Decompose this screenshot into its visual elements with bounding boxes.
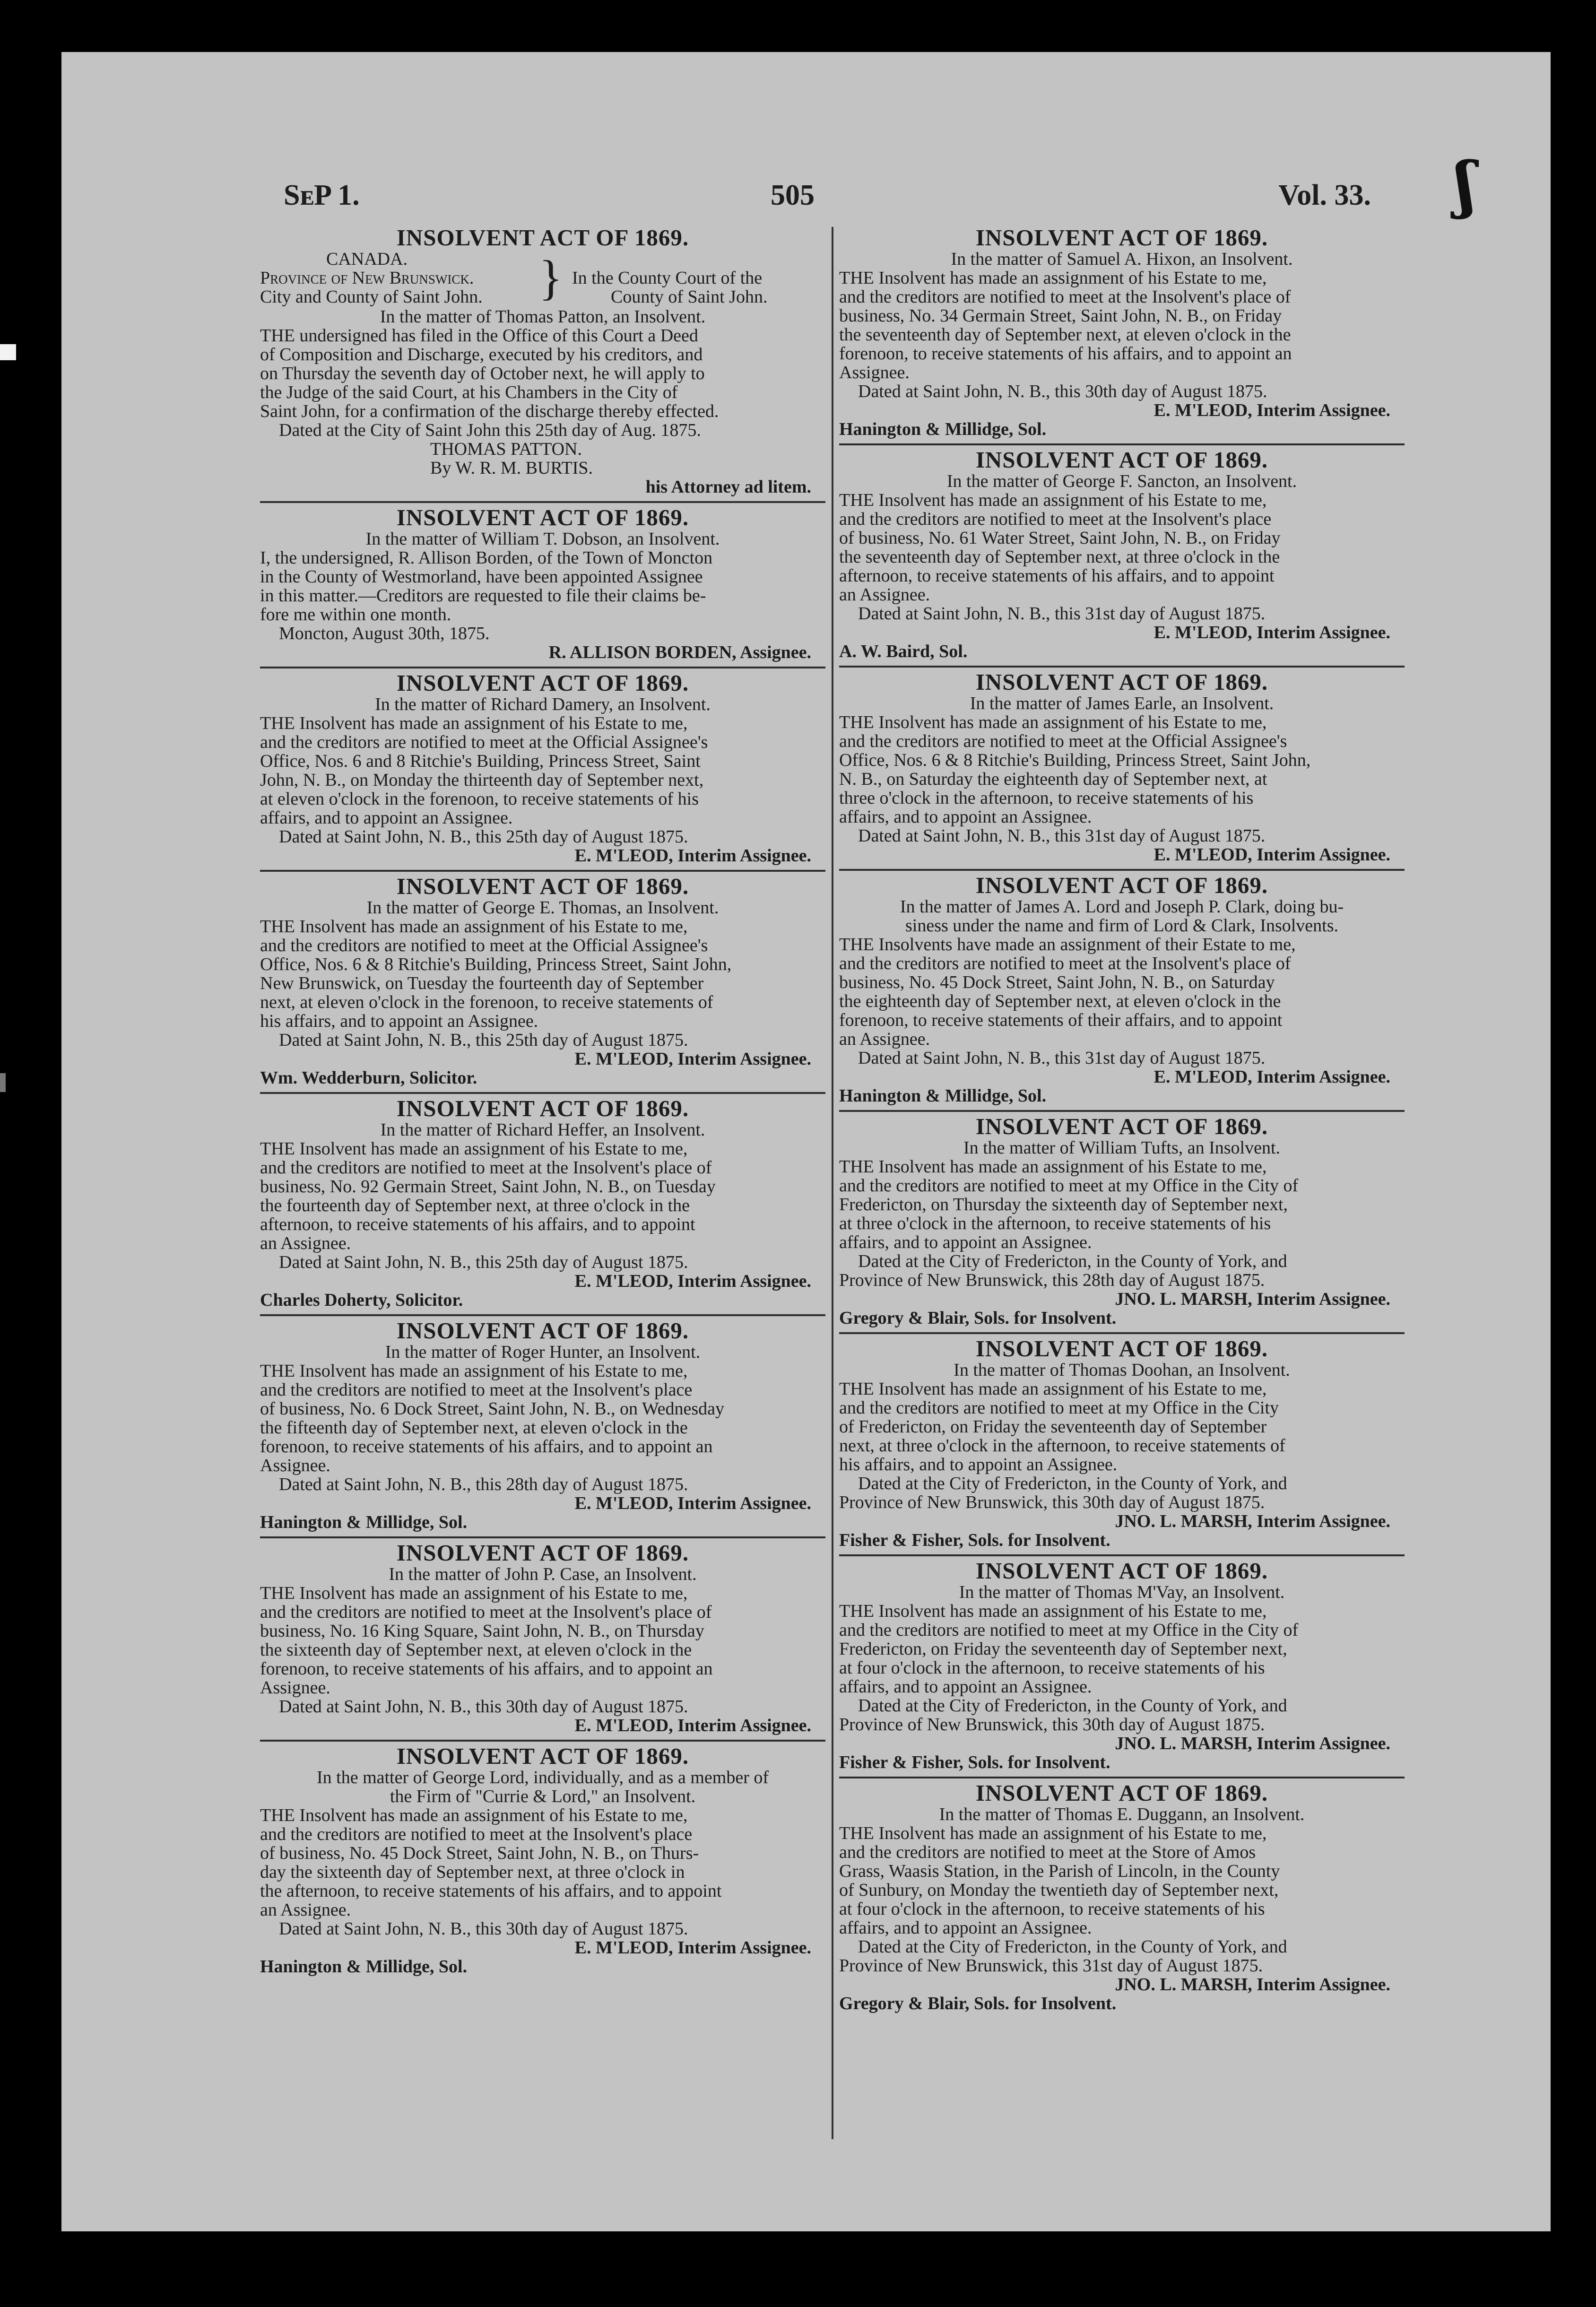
dated-line: Dated at the City of Fredericton, in the County of York, and <box>858 1252 1287 1271</box>
assignee-signature: E. M'LEOD, Interim Assignee. <box>1154 845 1390 864</box>
notice <box>839 443 1405 661</box>
notice-matter-line: In the matter of William Tufts, an Insolvent. <box>963 1138 1281 1157</box>
notice-text-line: and the creditors are notified to meet at my Office in the City of <box>839 1621 1299 1639</box>
notice-text-line: and the creditors are notified to meet at the Store of Amos <box>839 1843 1256 1862</box>
dated-line: Dated at the City of Fredericton, in the County of York, and <box>858 1937 1287 1956</box>
notice-divider <box>260 1740 825 1742</box>
dated-line: Dated at the City of Saint John this 25th day of Aug. 1875. <box>279 421 701 440</box>
notice-text-line: Office, Nos. 6 and 8 Ritchie's Building, Princess Street, Saint <box>260 752 701 771</box>
assignee-signature: E. M'LEOD, Interim Assignee. <box>574 1938 811 1957</box>
court-label: In the County Court of the <box>572 268 763 288</box>
notice-text-line: and the creditors are notified to meet at the Insolvent's place of <box>260 1603 712 1622</box>
notice-text-line: Assignee. <box>839 363 910 382</box>
notice <box>260 1092 825 1310</box>
column-divider <box>832 227 833 2139</box>
notice-text-line: of Sunbury, on Monday the twentieth day of September next, <box>839 1881 1279 1899</box>
signature-name: THOMAS PATTON. <box>430 440 582 459</box>
notice-text-line: and the creditors are notified to meet at the Insolvent's place of <box>260 1158 712 1177</box>
notice-text-line: of Fredericton, on Friday the seventeenth day of September <box>839 1417 1267 1436</box>
notice-title: INSOLVENT ACT OF 1869. <box>975 1113 1268 1139</box>
notice-text-line: fore me within one month. <box>260 605 451 624</box>
notice-text-line: Assignee. <box>260 1456 330 1475</box>
notice-text-line: THE Insolvent has made an assignment of his Estate to me, <box>839 1602 1267 1621</box>
notice-matter-line: siness under the name and firm of Lord & Clark, Insolvents. <box>905 916 1339 935</box>
notice-text-line: THE Insolvent has made an assignment of his Estate to me, <box>839 713 1267 732</box>
notice-text-line: and the creditors are notified to meet at the Insolvent's place of <box>839 954 1291 973</box>
notice <box>839 869 1405 1105</box>
notice-text-line: Province of New Brunswick, this 28th day of August 1875. <box>839 1271 1265 1290</box>
notice-title: INSOLVENT ACT OF 1869. <box>396 1318 689 1344</box>
assignee-signature: JNO. L. MARSH, Interim Assignee. <box>1115 1512 1390 1531</box>
notice-text-line: Fredericton, on Thursday the sixteenth day of September next, <box>839 1195 1288 1214</box>
right-column <box>839 226 1405 2018</box>
notice <box>839 1332 1405 1550</box>
notice-text-line: in the County of Westmorland, have been appointed Assignee <box>260 567 703 586</box>
notice-text-line: THE Insolvent has made an assignment of his Estate to me, <box>839 1379 1267 1398</box>
notice-text-line: John, N. B., on Monday the thirteenth day of September next, <box>260 771 704 789</box>
assignee-signature: JNO. L. MARSH, Interim Assignee. <box>1115 1975 1390 1994</box>
volume-number: Vol. 33. <box>1278 179 1371 211</box>
notice-text-line: affairs, and to appoint an Assignee. <box>839 1918 1092 1937</box>
notice-matter-line: In the matter of Samuel A. Hixon, an Insolvent. <box>951 250 1293 269</box>
notice-title: INSOLVENT ACT OF 1869. <box>975 225 1268 251</box>
notice <box>260 1536 825 1735</box>
scanner-edge-mark <box>0 1073 6 1092</box>
notice-matter-line: In the matter of George E. Thomas, an Insolvent. <box>366 898 719 917</box>
notice-title: INSOLVENT ACT OF 1869. <box>975 872 1268 898</box>
notice <box>839 1110 1405 1327</box>
notice-text-line: Office, Nos. 6 & 8 Ritchie's Building, Princess Street, Saint John, <box>260 955 732 974</box>
notice-text-line: at three o'clock in the afternoon, to receive statements of his <box>839 1214 1271 1233</box>
notice-title: INSOLVENT ACT OF 1869. <box>975 1336 1268 1362</box>
notice-text-line: at four o'clock in the afternoon, to receive statements of his <box>839 1658 1265 1677</box>
solicitor-line: Wm. Wedderburn, Solicitor. <box>260 1068 477 1087</box>
solicitor-line: Hanington & Millidge, Sol. <box>839 1086 1047 1105</box>
notice-divider <box>260 667 825 668</box>
notice-text-line: Saint John, for a confirmation of the discharge thereby effected. <box>260 402 719 421</box>
notice-text-line: THE Insolvents have made an assignment of their Estate to me, <box>839 935 1296 954</box>
notice <box>839 226 1405 439</box>
assignee-signature: E. M'LEOD, Interim Assignee. <box>574 1494 811 1513</box>
notice-text-line: affairs, and to appoint an Assignee. <box>260 808 513 827</box>
notice-text-line: Province of New Brunswick, this 30th day of August 1875. <box>839 1715 1265 1734</box>
notice-text-line: the seventeenth day of September next, at eleven o'clock in the <box>839 325 1291 344</box>
notice <box>260 870 825 1087</box>
notice-text-line: Assignee. <box>260 1678 330 1697</box>
notice-text-line: and the creditors are notified to meet at my Office in the City <box>839 1398 1279 1417</box>
solicitor-line: Fisher & Fisher, Sols. for Insolvent. <box>839 1753 1110 1772</box>
notice-matter-line: In the matter of Richard Heffer, an Insolvent. <box>380 1120 705 1139</box>
notice-text-line: THE Insolvent has made an assignment of his Estate to me, <box>260 1139 688 1158</box>
assignee-signature: E. M'LEOD, Interim Assignee. <box>574 1272 811 1291</box>
notice <box>839 666 1405 864</box>
notice-text-line: business, No. 34 Germain Street, Saint John, N. B., on Friday <box>839 306 1282 325</box>
notice-text-line: day the sixteenth day of September next, at three o'clock in <box>260 1863 685 1882</box>
notice-text-line: affairs, and to appoint an Assignee. <box>839 807 1092 826</box>
notice-text-line: and the creditors are notified to meet at the Official Assignee's <box>839 732 1287 751</box>
notice-divider <box>839 443 1405 445</box>
notice-text-line: the seventeenth day of September next, at three o'clock in the <box>839 547 1280 566</box>
dated-line: Dated at Saint John, N. B., this 28th day of August 1875. <box>279 1475 688 1494</box>
notice-matter-line: In the matter of John P. Case, an Insolvent. <box>389 1565 697 1584</box>
notice-text-line: THE Insolvent has made an assignment of his Estate to me, <box>260 1362 688 1380</box>
notice-matter-line: In the matter of Thomas Doohan, an Insolvent. <box>954 1361 1290 1379</box>
notice-text-line: the eighteenth day of September next, at eleven o'clock in the <box>839 992 1281 1011</box>
notice-text-line: next, at eleven o'clock in the forenoon, to receive statements of <box>260 993 713 1012</box>
dated-line: Dated at Saint John, N. B., this 31st day of August 1875. <box>858 1049 1266 1067</box>
notice-title: INSOLVENT ACT OF 1869. <box>396 1095 689 1121</box>
notice-title: INSOLVENT ACT OF 1869. <box>975 1558 1268 1584</box>
dated-line: Dated at Saint John, N. B., this 30th day of August 1875. <box>279 1919 688 1938</box>
notice-text-line: the afternoon, to receive statements of his affairs, and to appoint <box>260 1882 722 1900</box>
corner-mark: ʃ <box>1455 148 1476 220</box>
notice-text-line: an Assignee. <box>839 1030 930 1049</box>
notice-text-line: on Thursday the seventh day of October next, he will apply to <box>260 364 705 383</box>
notice-divider <box>839 1777 1405 1778</box>
notice-text-line: THE Insolvent has made an assignment of his Estate to me, <box>839 491 1267 510</box>
notice-text-line: business, No. 92 Germain Street, Saint John, N. B., on Tuesday <box>260 1177 716 1196</box>
country-label: CANADA. <box>326 249 408 269</box>
province-label: Province of New Brunswick. <box>260 268 474 288</box>
notice-matter-line: In the matter of George F. Sancton, an Insolvent. <box>946 472 1297 491</box>
notice-divider <box>839 869 1405 871</box>
dated-line: Dated at the City of Fredericton, in the County of York, and <box>858 1696 1287 1715</box>
notice-title: INSOLVENT ACT OF 1869. <box>975 1780 1268 1806</box>
notice-text-line: THE Insolvent has made an assignment of his Estate to me, <box>260 917 688 936</box>
notice-divider <box>260 1536 825 1538</box>
notice <box>839 1554 1405 1772</box>
notice-text-line: business, No. 16 King Square, Saint John, N. B., on Thursday <box>260 1622 704 1640</box>
notice-title: INSOLVENT ACT OF 1869. <box>396 873 689 899</box>
notice-text-line: THE undersigned has filed in the Office of this Court a Deed <box>260 326 698 345</box>
notice-text-line: the fourteenth day of September next, at three o'clock in the <box>260 1196 690 1215</box>
notice-text-line: Office, Nos. 6 & 8 Ritchie's Building, Princess Street, Saint John, <box>839 751 1311 770</box>
notice-text-line: an Assignee. <box>260 1900 351 1919</box>
notice-text-line: in this matter.—Creditors are requested to file their claims be- <box>260 586 706 605</box>
assignee-signature: E. M'LEOD, Interim Assignee. <box>1154 1067 1390 1086</box>
notice-text-line: forenoon, to receive statements of his affairs, and to appoint an <box>260 1659 713 1678</box>
notice-matter-line: the Firm of "Currie & Lord," an Insolvent. <box>390 1787 696 1806</box>
notice-text-line: at four o'clock in the afternoon, to receive statements of his <box>839 1899 1265 1918</box>
notice-text-line: of business, No. 6 Dock Street, Saint John, N. B., on Wednesday <box>260 1399 725 1418</box>
notice-text-line: and the creditors are notified to meet at the Official Assignee's <box>260 936 708 955</box>
court-caption <box>260 250 825 307</box>
notice-text-line: Province of New Brunswick, this 31st day of August 1875. <box>839 1956 1263 1975</box>
dated-line: Dated at Saint John, N. B., this 30th day of August 1875. <box>279 1697 688 1716</box>
brace-glyph: } <box>539 251 563 305</box>
notice-text-line: of business, No. 45 Dock Street, Saint John, N. B., on Thurs- <box>260 1844 699 1863</box>
notice-text-line: an Assignee. <box>839 585 930 604</box>
notice-text-line: and the creditors are notified to meet at the Insolvent's place of <box>839 287 1291 306</box>
solicitor-line: Fisher & Fisher, Sols. for Insolvent. <box>839 1531 1110 1550</box>
solicitor-line: A. W. Baird, Sol. <box>839 642 968 661</box>
notice-matter-line: In the matter of Thomas E. Duggann, an Insolvent. <box>939 1805 1305 1824</box>
dated-line: Dated at Saint John, N. B., this 31st day of August 1875. <box>858 604 1266 623</box>
notice-text-line: of Composition and Discharge, executed by his creditors, and <box>260 345 703 364</box>
notice-matter-line: In the matter of William T. Dobson, an Insolvent. <box>365 529 720 548</box>
assignee-signature: E. M'LEOD, Interim Assignee. <box>574 1716 811 1735</box>
notice-text-line: the fifteenth day of September next, at eleven o'clock in the <box>260 1418 688 1437</box>
notice-text-line: forenoon, to receive statements of his affairs, and to appoint an <box>260 1437 713 1456</box>
notice-text-line: afternoon, to receive statements of his affairs, and to appoint <box>260 1215 695 1234</box>
notice-matter-line: In the matter of Roger Hunter, an Insolvent. <box>385 1343 701 1362</box>
notice-divider <box>260 1314 825 1316</box>
assignee-signature: E. M'LEOD, Interim Assignee. <box>574 1049 811 1068</box>
notice-text-line: of business, No. 61 Water Street, Saint John, N. B., on Friday <box>839 529 1281 547</box>
notice-title: INSOLVENT ACT OF 1869. <box>975 447 1268 473</box>
attorney-line: By W. R. M. BURTIS. <box>430 459 593 477</box>
notice-text-line: THE Insolvent has made an assignment of his Estate to me, <box>260 1584 688 1603</box>
notice-text-line: THE Insolvent has made an assignment of his Estate to me, <box>260 714 688 733</box>
notice-text-line: N. B., on Saturday the eighteenth day of September next, at <box>839 770 1267 789</box>
notice-divider <box>260 870 825 872</box>
notice-text-line: Province of New Brunswick, this 30th day of August 1875. <box>839 1493 1265 1512</box>
notice-text-line: THE Insolvent has made an assignment of his Estate to me, <box>839 1824 1267 1843</box>
header-date: SᴇP 1. <box>284 179 360 211</box>
notice-divider <box>260 501 825 503</box>
notice-text-line: and the creditors are notified to meet at the Insolvent's place <box>839 510 1272 529</box>
solicitor-line: Hanington & Millidge, Sol. <box>839 420 1047 439</box>
solicitor-line: Hanington & Millidge, Sol. <box>260 1957 468 1976</box>
notice-text-line: an Assignee. <box>260 1234 351 1253</box>
solicitor-line: Hanington & Millidge, Sol. <box>260 1513 468 1532</box>
page-header <box>284 179 1371 231</box>
assignee-signature: R. ALLISON BORDEN, Assignee. <box>548 643 811 662</box>
dated-line: Moncton, August 30th, 1875. <box>279 624 490 643</box>
notice-matter-line: In the matter of George Lord, individually, and as a member of <box>316 1768 769 1787</box>
notice-text-line: and the creditors are notified to meet at the Insolvent's place <box>260 1825 693 1844</box>
notice-title: INSOLVENT ACT OF 1869. <box>396 225 689 251</box>
notice-text-line: THE Insolvent has made an assignment of his Estate to me, <box>260 1806 688 1825</box>
notice <box>260 226 825 496</box>
dated-line: Dated at Saint John, N. B., this 25th day of August 1875. <box>279 1031 688 1049</box>
assignee-signature: JNO. L. MARSH, Interim Assignee. <box>1115 1290 1390 1309</box>
notice-text-line: forenoon, to receive statements of their affairs, and to appoint <box>839 1011 1283 1030</box>
city-label: City and County of Saint John. <box>260 287 483 307</box>
notice-matter-line: In the matter of James A. Lord and Joseph P. Clark, doing bu- <box>900 897 1344 916</box>
dated-line: Dated at Saint John, N. B., this 31st day of August 1875. <box>858 826 1266 845</box>
notice-text-line: forenoon, to receive statements of his affairs, and to appoint an <box>839 344 1292 363</box>
dated-line: Dated at Saint John, N. B., this 25th day of August 1875. <box>279 827 688 846</box>
notice <box>260 667 825 865</box>
notice-text-line: Fredericton, on Friday the seventeenth day of September next, <box>839 1639 1287 1658</box>
notice-matter-line: In the matter of Thomas M'Vay, an Insolvent. <box>959 1583 1285 1602</box>
notice-text-line: affairs, and to appoint an Assignee. <box>839 1233 1092 1252</box>
assignee-signature: E. M'LEOD, Interim Assignee. <box>1154 401 1390 420</box>
notice-divider <box>839 1110 1405 1112</box>
notice-title: INSOLVENT ACT OF 1869. <box>396 670 689 696</box>
assignee-signature: JNO. L. MARSH, Interim Assignee. <box>1115 1734 1390 1753</box>
notice-divider <box>839 1332 1405 1334</box>
notice-text-line: three o'clock in the afternoon, to receive statements of his <box>839 789 1254 807</box>
notice-text-line: the sixteenth day of September next, at eleven o'clock in the <box>260 1640 692 1659</box>
notice <box>260 501 825 662</box>
solicitor-line: Gregory & Blair, Sols. for Insolvent. <box>839 1994 1117 2013</box>
notice <box>260 1740 825 1976</box>
notice-text-line: his affairs, and to appoint an Assignee. <box>260 1012 538 1031</box>
dated-line: Dated at Saint John, N. B., this 30th day of August 1875. <box>858 382 1267 401</box>
notice-text-line: at eleven o'clock in the forenoon, to receive statements of his <box>260 789 699 808</box>
assignee-signature: his Attorney ad litem. <box>645 477 811 496</box>
notice-matter-line: In the matter of Thomas Patton, an Insolvent. <box>380 307 706 326</box>
notice-text-line: affairs, and to appoint an Assignee. <box>839 1677 1092 1696</box>
notice-text-line: afternoon, to receive statements of his affairs, and to appoint <box>839 566 1275 585</box>
notice-text-line: his affairs, and to appoint an Assignee. <box>839 1455 1118 1474</box>
dated-line: Dated at the City of Fredericton, in the County of York, and <box>858 1474 1287 1493</box>
notice-text-line: THE Insolvent has made an assignment of his Estate to me, <box>839 1157 1267 1176</box>
scanner-edge-tab <box>0 344 16 360</box>
notice <box>260 1314 825 1532</box>
notice-text-line: the Judge of the said Court, at his Chambers in the City of <box>260 383 678 402</box>
left-column <box>260 226 825 1981</box>
solicitor-line: Charles Doherty, Solicitor. <box>260 1291 463 1310</box>
notice-text-line: business, No. 45 Dock Street, Saint John, N. B., on Saturday <box>839 973 1275 992</box>
notice-text-line: New Brunswick, on Tuesday the fourteenth day of September <box>260 974 704 993</box>
notice-title: INSOLVENT ACT OF 1869. <box>396 504 689 530</box>
notice-divider <box>260 1092 825 1094</box>
notice-text-line: I, the undersigned, R. Allison Borden, of the Town of Moncton <box>260 548 713 567</box>
notice-matter-line: In the matter of Richard Damery, an Insolvent. <box>375 695 711 714</box>
dated-line: Dated at Saint John, N. B., this 25th day of August 1875. <box>279 1253 688 1272</box>
notice-divider <box>839 666 1405 668</box>
notice-text-line: and the creditors are notified to meet at the Insolvent's place <box>260 1380 693 1399</box>
notice-text-line: Grass, Waasis Station, in the Parish of Lincoln, in the County <box>839 1862 1280 1881</box>
assignee-signature: E. M'LEOD, Interim Assignee. <box>574 846 811 865</box>
notice-text-line: and the creditors are notified to meet at my Office in the City of <box>839 1176 1299 1195</box>
notice-divider <box>839 1554 1405 1556</box>
notice-title: INSOLVENT ACT OF 1869. <box>975 669 1268 695</box>
page-number: 505 <box>771 179 815 211</box>
notice-matter-line: In the matter of James Earle, an Insolvent. <box>970 694 1274 713</box>
notice <box>839 1777 1405 2013</box>
notice-title: INSOLVENT ACT OF 1869. <box>396 1540 689 1566</box>
notice-text-line: next, at three o'clock in the afternoon, to receive statements of <box>839 1436 1285 1455</box>
solicitor-line: Gregory & Blair, Sols. for Insolvent. <box>839 1309 1117 1327</box>
notice-text-line: THE Insolvent has made an assignment of his Estate to me, <box>839 269 1267 287</box>
notice-text-line: and the creditors are notified to meet at the Official Assignee's <box>260 733 708 752</box>
notice-title: INSOLVENT ACT OF 1869. <box>396 1743 689 1769</box>
county-label: County of Saint John. <box>611 287 768 307</box>
assignee-signature: E. M'LEOD, Interim Assignee. <box>1154 623 1390 642</box>
